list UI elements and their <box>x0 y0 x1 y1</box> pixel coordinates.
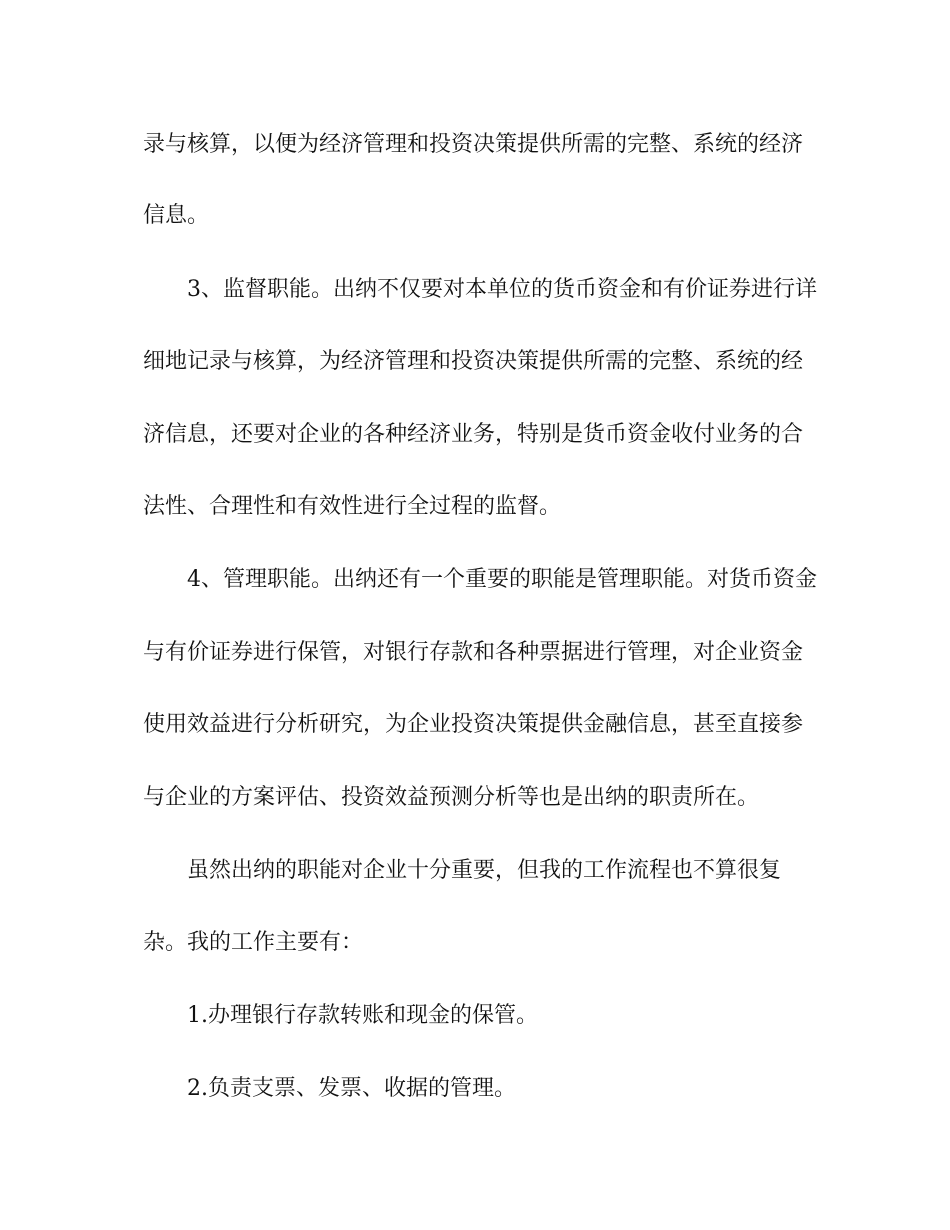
list-item: 1.办理银行存款转账和现金的保管。 <box>187 1003 538 1028</box>
paragraph-line: 信息。 <box>143 203 210 228</box>
paragraph-line: 录与核算，以便为经济管理和投资决策提供所需的完整、系统的经济 <box>143 132 804 157</box>
paragraph-line: 4、管理职能。出纳还有一个重要的职能是管理职能。对货币资金 <box>187 567 817 592</box>
paragraph-line: 法性、合理性和有效性进行全过程的监督。 <box>143 494 562 519</box>
paragraph-line: 虽然出纳的职能对企业十分重要，但我的工作流程也不算很复 <box>187 858 782 883</box>
paragraph-line: 使用效益进行分析研究，为企业投资决策提供金融信息，甚至直接参 <box>143 712 804 737</box>
paragraph-line: 杂。我的工作主要有： <box>143 930 364 955</box>
paragraph-line: 与企业的方案评估、投资效益预测分析等也是出纳的职责所在。 <box>143 785 760 810</box>
list-item: 2.负责支票、发票、收据的管理。 <box>187 1076 516 1101</box>
paragraph-line: 细地记录与核算，为经济管理和投资决策提供所需的完整、系统的经 <box>143 349 804 374</box>
paragraph-line: 济信息，还要对企业的各种经济业务，特别是货币资金收付业务的合 <box>143 422 804 447</box>
paragraph-line: 3、监督职能。出纳不仅要对本单位的货币资金和有价证券进行详 <box>187 277 817 302</box>
paragraph-line: 与有价证券进行保管，对银行存款和各种票据进行管理，对企业资金 <box>143 640 804 665</box>
